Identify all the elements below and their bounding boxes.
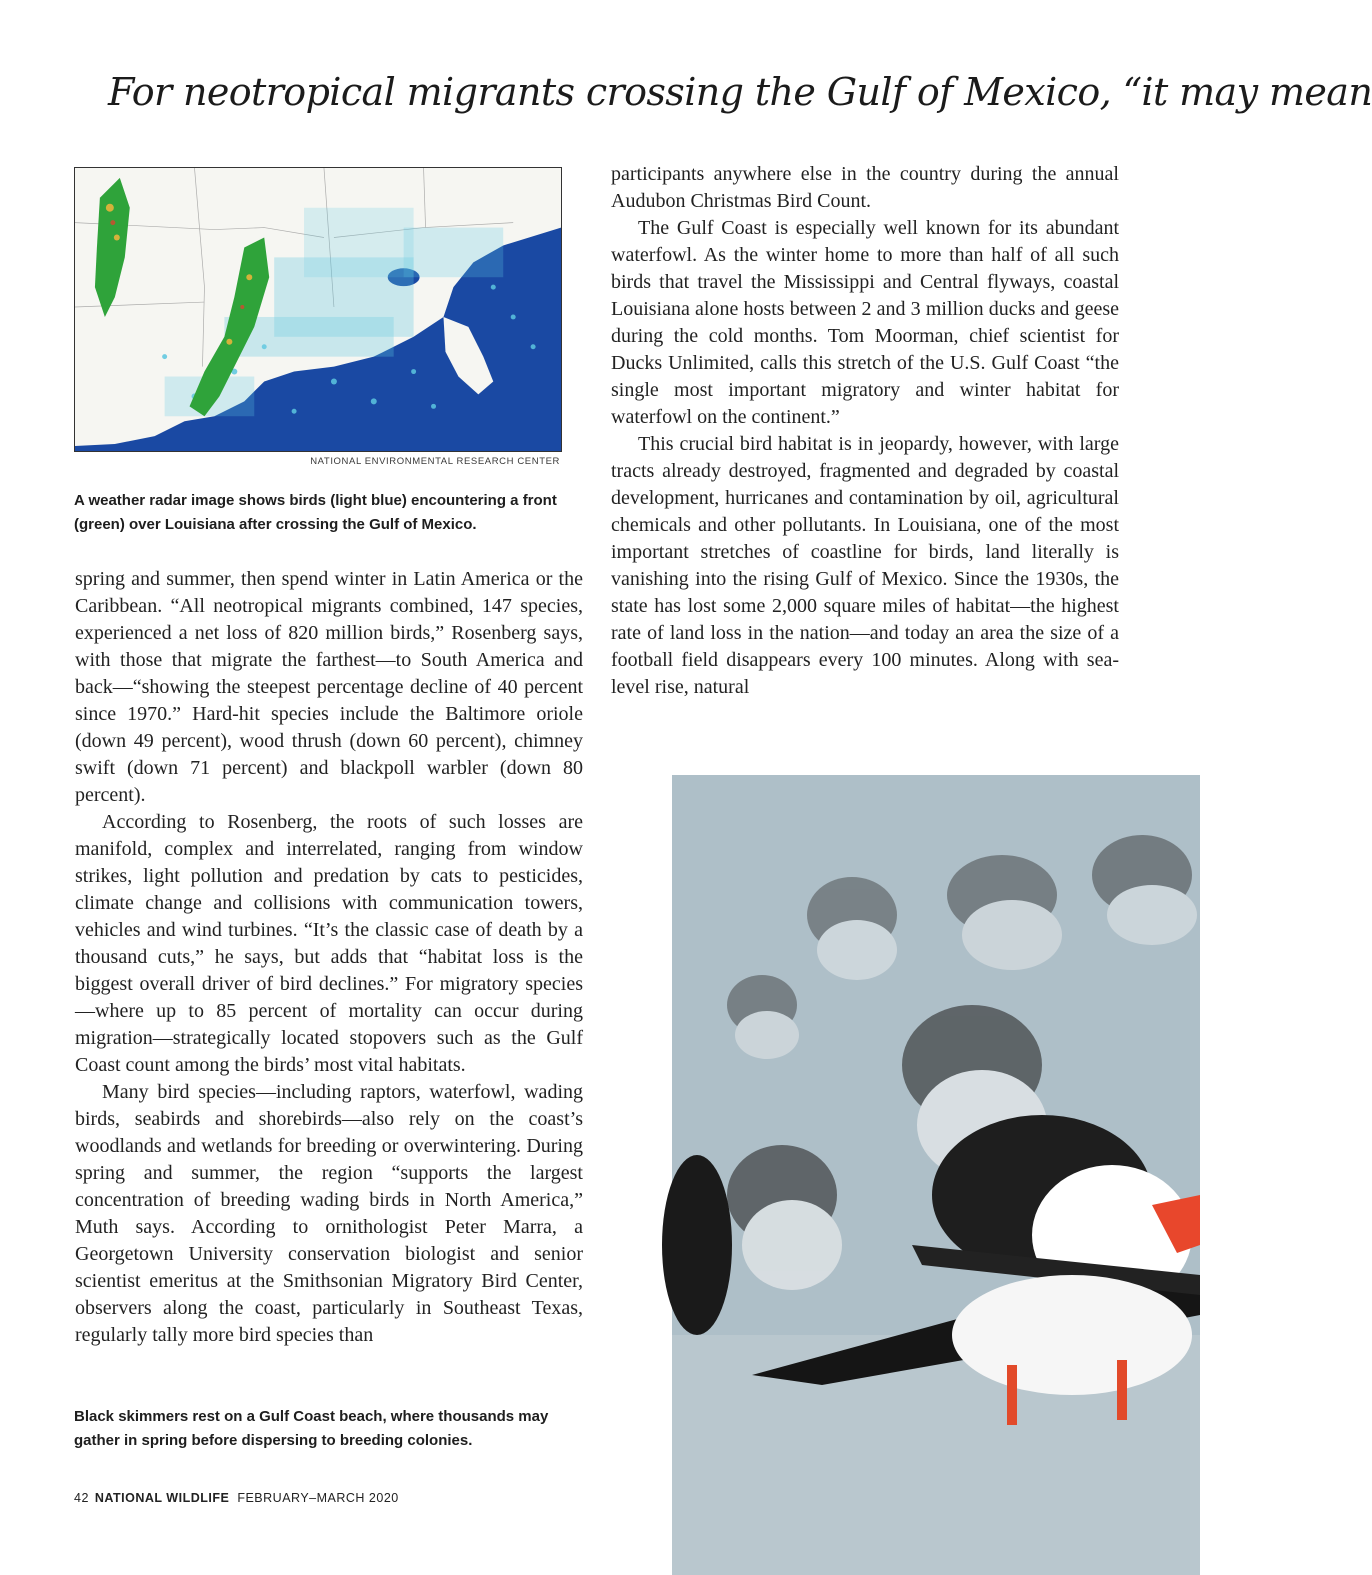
page-footer — [74, 1491, 399, 1505]
radar-caption: A weather radar image shows birds (light blue) encountering a front (green) over Louisiana after crossing the Gulf of Mexico. — [74, 492, 557, 533]
right-paragraph-3: This crucial bird habitat is in jeopardy, however, with large tracts already destroyed, fragmented and degraded by coastal development, hurricanes and contamination by oil, agricultural chemicals and other pollutants. In Louisiana, one of the most important stretches of coastline for birds, land literally is vanishing into the rising Gulf of Mexico. Since the 1930s, the state has lost some 2,000 square miles of habitat—the highest rate of land loss in the nation—and today an area the size of a football field disappears every 100 minutes. Along with sea-level rise, natural — [611, 433, 1119, 698]
left-column — [75, 566, 583, 1349]
page-number: 42 — [74, 1491, 89, 1505]
left-paragraph-3: Many bird species—including raptors, waterfowl, wading birds, seabirds and shorebirds—also rely on the coast’s woodlands and wetlands for breeding or overwintering. During spring and summer, the region “supports the largest concentration of breeding wading birds in North America,” Muth says. According to ornithologist Peter Marra, a Georgetown University conservation biologist and senior scientist emeritus at the Smithsonian Migratory Bird Center, observers along the coast, particularly in Southeast Texas, regularly tally more bird species than — [75, 1081, 583, 1346]
issue-date: FEBRUARY–MARCH 2020 — [237, 1491, 399, 1505]
right-column — [611, 161, 1119, 701]
photo-caption: Black skimmers rest on a Gulf Coast beach, where thousands may gather in spring before dispersing to breeding colonies. — [74, 1408, 549, 1449]
right-paragraph-2: The Gulf Coast is especially well known for its abundant waterfowl. As the winter home to more than half of all such birds that travel the Mississippi and Central flyways, coastal Louisiana alone hosts between 2 and 3 million ducks and geese during the cold months. Tom Moorman, chief scientist for Ducks Unlimited, calls this stretch of the U.S. Gulf Coast “the single most important migratory and winter habitat for waterfowl on the continent.” — [611, 217, 1119, 428]
black-skimmers-photo — [672, 775, 1200, 1575]
left-paragraph-1: spring and summer, then spend winter in Latin America or the Caribbean. “All neotropical migrants combined, 147 species, experienced a net loss of 820 million birds,” Rosenberg says, with those that migrate the farthest—to South America and back—“showing the steepest percentage decline of 40 percent since 1970.” Hard-hit species include the Baltimore oriole (down 49 percent), wood thrush (down 60 percent), chimney swift (down 71 percent) and blackpoll warbler (down 80 percent). — [75, 568, 583, 806]
right-paragraph-1: participants anywhere else in the country during the annual Audubon Christmas Bird Count. — [611, 163, 1119, 212]
headline: For neotropical migrants crossing the Gulf of Mexico, “it may mean — [108, 70, 1372, 114]
left-paragraph-2: According to Rosenberg, the roots of such losses are manifold, complex and interrelated, ranging from window strikes, light pollution and predation by cats to pesticides, climate change and collisions with communication towers, vehicles and wind turbines. “It’s the classic case of death by a thousand cuts,” he says, but adds that “habitat loss is the biggest overall driver of bird declines.” For migratory species—where up to 85 percent of mortality can occur during migration—strategically located stopovers such as the Gulf Coast count among the birds’ most vital habitats. — [75, 811, 583, 1076]
publication-name: NATIONAL WILDLIFE — [94, 1491, 230, 1505]
radar-image — [74, 167, 562, 452]
radar-credit: NATIONAL ENVIRONMENTAL RESEARCH CENTER — [310, 456, 560, 467]
